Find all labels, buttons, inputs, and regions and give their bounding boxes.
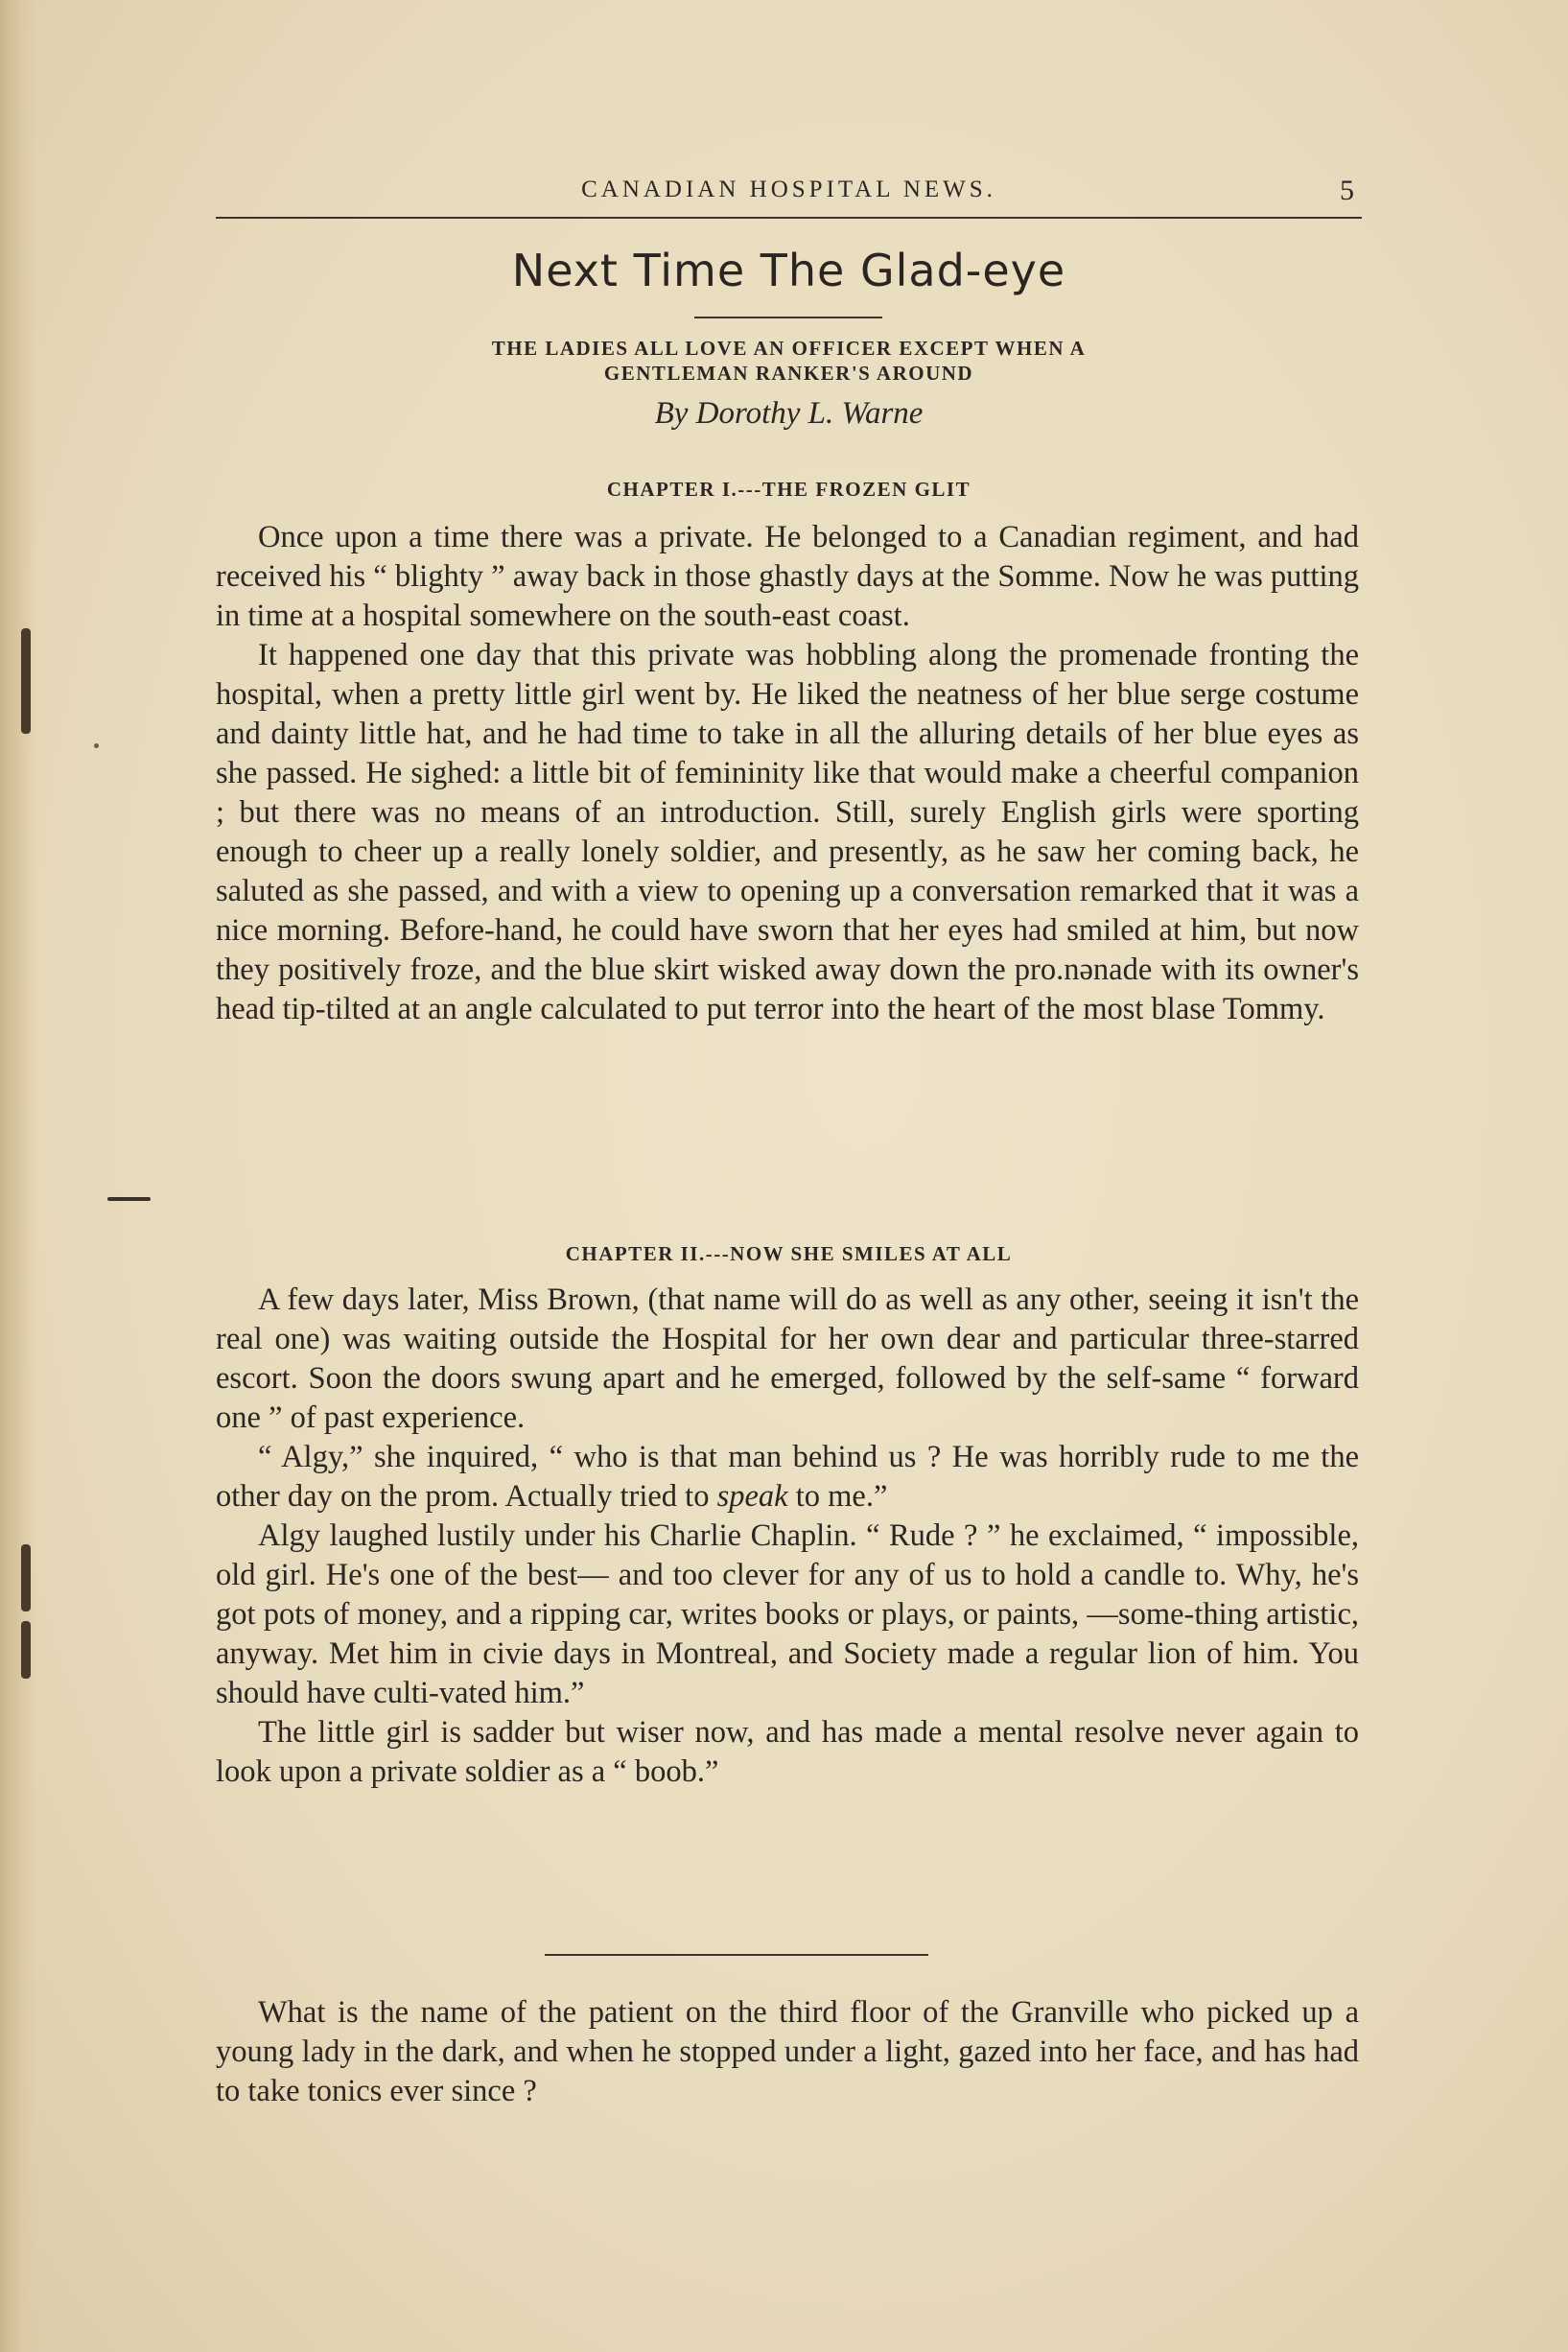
- subtitle-line: THE LADIES ALL LOVE AN OFFICER EXCEPT WHEN A: [491, 337, 1087, 360]
- page-number: 5: [1340, 175, 1354, 206]
- byline: By Dorothy L. Warne: [654, 396, 924, 431]
- binding-edge: [0, 0, 36, 2352]
- paragraph: [216, 1438, 1359, 1517]
- paragraph: Algy laughed lustily under his Charlie Chaplin. “ Rude ? ” he exclaimed, “ impossible, old girl. He's one of the best— and too clever for any of us to hold a candle to. Why, he's got pots of money, and a ripping car, writes books or plays, or paints, —some-thing artistic, anyway. Met him in civie days in Montreal, and Society made a regular lion of him. You should have culti-vated him.”: [216, 1518, 1359, 1710]
- paragraph-text: “ Algy,” she inquired, “ who is that man behind us ? He was horribly rude to me the other day on the prom. Actually tried to: [216, 1440, 1359, 1514]
- chapter-1-body: [216, 518, 1359, 1029]
- subtitle-line: GENTLEMAN RANKER'S AROUND: [603, 362, 974, 385]
- article-title: Next Time The Glad-eye: [511, 245, 1066, 296]
- ink-speck: [94, 743, 99, 748]
- chapter-heading: CHAPTER II.---NOW SHE SMILES AT ALL: [565, 1242, 1013, 1265]
- paragraph: The little girl is sadder but wiser now, and has made a mental resolve never again to look upon a private soldier as a “ boob.”: [216, 1715, 1359, 1789]
- paragraph: Once upon a time there was a private. He belonged to a Canadian regiment, and had received his “ blighty ” away back in those ghastly days at the Somme. Now he was putting in time at a hospital somewhere on the south-east coast.: [216, 520, 1359, 633]
- divider-rule: [694, 317, 882, 318]
- margin-ink-mark: [107, 1197, 151, 1201]
- paragraph: What is the name of the patient on the third floor of the Granville who picked up a young lady in the dark, and when he stopped under a light, gazed into her face, and has had to take tonics ever since ?: [216, 1995, 1359, 2108]
- closing-note: [216, 1993, 1359, 2111]
- paragraph: It happened one day that this private was hobbling along the promenade fronting the hospital, when a pretty little girl went by. He liked the neatness of her blue serge costume and dainty little hat, and he had time to take in all the alluring details of her blue eyes as she passed. He sighed: a little bit of femininity like that would make a cheerful companion ; but there was no means of an introduction. Still, surely English girls were sporting enough to cheer up a really lonely soldier, and presently, as he saw her coming back, he saluted as she passed, and with a view to opening up a conversation remarked that it was a nice morning. Before-hand, he could have sworn that her eyes had smiled at him, but now they positively froze, and the blue skirt wisked away down the pro.nənade with its owner's head tip-tilted at an angle calculated to put terror into the heart of the most blase Tommy.: [216, 638, 1359, 1026]
- chapter-2-body: [216, 1281, 1359, 1792]
- article-subtitle: [216, 336, 1362, 386]
- staple-mark: [21, 628, 31, 734]
- paragraph: A few days later, Miss Brown, (that name will do as well as any other, seeing it isn't the real one) was waiting outside the Hospital for her own dear and particular three-starred escort. Soon the doors swung apart and he emerged, followed by the self-same “ forward one ” of past experience.: [216, 1282, 1359, 1435]
- staple-mark: [21, 1544, 31, 1611]
- divider-rule: [545, 1954, 928, 1956]
- running-header: [216, 175, 1362, 219]
- chapter-heading: CHAPTER I.---THE FROZEN GLIT: [606, 478, 971, 501]
- paragraph-text: to me.”: [787, 1479, 888, 1514]
- running-title: CANADIAN HOSPITAL NEWS.: [581, 176, 996, 202]
- staple-mark: [21, 1621, 31, 1679]
- emphasis-text: speak: [716, 1479, 788, 1514]
